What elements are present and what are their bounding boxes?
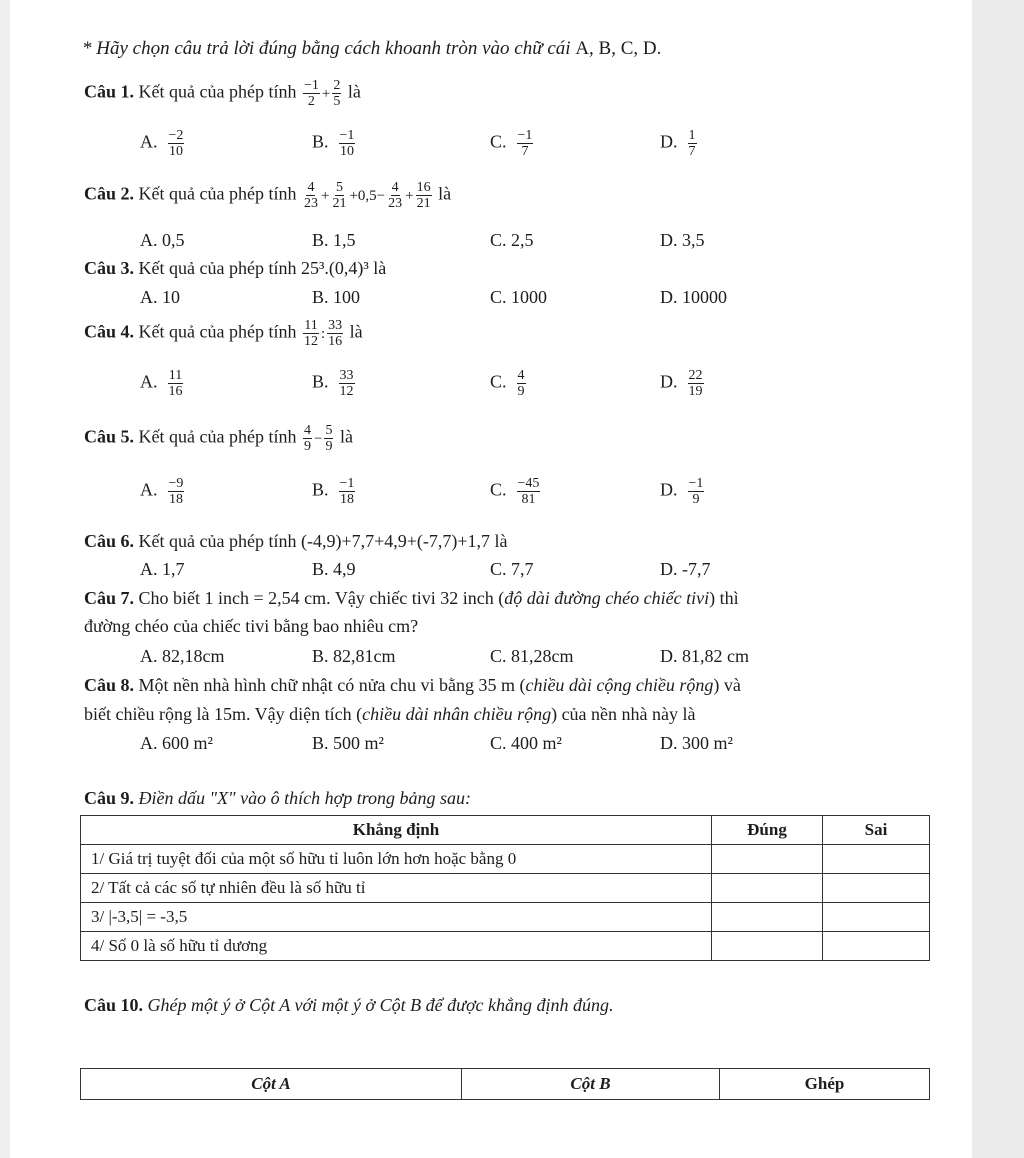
denominator: 2 [307,94,315,109]
answer-option[interactable] [312,368,357,399]
numerator: 22 [688,368,703,383]
denominator: 7 [688,144,696,159]
header-column-a: Cột A [81,1069,462,1100]
answer-option[interactable]: C. 1000 [490,287,548,307]
answer-option[interactable]: B. 500 m² [312,733,384,753]
table-row [81,874,930,903]
denominator: 18 [168,492,183,507]
question-label: Câu 9. [84,788,135,808]
answer-option[interactable]: B. 1,5 [312,230,356,250]
fraction [517,128,534,159]
denominator: 21 [332,196,347,211]
answer-option[interactable]: A. 600 m² [140,733,213,753]
question-label: Câu 3. [84,258,135,278]
question-text: Một nền nhà hình chữ nhật có nửa chu vi bằng 35 m ( [138,675,526,695]
question-2 [84,180,451,211]
question-label: Câu 5. [84,426,135,447]
option-letter: C. [490,131,507,152]
false-cell[interactable] [823,845,930,874]
numerator: 11 [304,318,318,333]
instructions-text: * Hãy chọn câu trả lời đúng bằng cách khoanh tròn vào chữ cái [82,38,571,59]
answer-option[interactable]: C. 81,28cm [490,646,574,666]
question-label: Câu 7. [84,588,135,608]
denominator: 21 [416,196,431,211]
statement-cell: 2/ Tất cả các số tự nhiên đều là số hữu tỉ [81,874,712,903]
answer-option[interactable] [312,128,357,159]
answer-option[interactable]: B. 100 [312,287,361,307]
statement-cell: 3/ |-3,5| = -3,5 [81,903,712,932]
denominator: 19 [688,384,703,399]
denominator: 7 [521,144,529,159]
numerator: 16 [416,180,431,195]
option-letter: B. [312,131,329,152]
answer-option[interactable]: C. 2,5 [490,230,534,250]
question-label: Câu 6. [84,531,135,551]
question-8-line-2 [84,704,696,725]
table-header-row [81,1069,930,1100]
question-note: chiều dài cộng chiều rộng [525,675,714,695]
numerator: −45 [517,476,540,491]
false-cell[interactable] [823,874,930,903]
answer-option[interactable] [660,368,706,399]
fraction [517,368,526,399]
numerator: −1 [517,128,533,143]
math-operator: + [321,85,331,102]
question-label: Câu 4. [84,321,135,342]
question-text: Ghép một ý ở Cột A với một ý ở Cột B để được khẳng định đúng. [147,995,614,1015]
option-letter: D. [660,479,678,500]
option-letter: C. [490,479,507,500]
numerator: 33 [339,368,354,383]
header-true: Đúng [712,816,823,845]
false-cell[interactable] [823,932,930,961]
table-row [81,845,930,874]
question-10 [84,995,614,1016]
question-text: Kết quả của phép tính [138,321,297,342]
answer-option[interactable]: C. 400 m² [490,733,562,753]
question-tail: là [347,81,361,102]
answer-option[interactable]: D. 3,5 [660,230,705,250]
denominator: 16 [168,384,183,399]
option-letter: B. [312,371,329,392]
numerator: 4 [517,368,525,383]
fraction [688,476,705,507]
fraction [339,368,355,399]
denominator: 10 [168,144,183,159]
question-text: Kết quả của phép tính [138,183,297,204]
question-text: Kết quả của phép tính (-4,9)+7,7+4,9+(-7,7)+1,7 là [138,531,508,551]
true-cell[interactable] [712,903,823,932]
answer-option[interactable]: D. 300 m² [660,733,733,753]
math-operator: +0,5− [349,187,386,204]
numerator: 5 [335,180,343,195]
numerator: 5 [325,423,333,438]
fraction [303,423,312,454]
true-cell[interactable] [712,874,823,903]
answer-option[interactable] [140,128,186,159]
true-cell[interactable] [712,932,823,961]
answer-option[interactable]: D. -7,7 [660,559,711,579]
question-7 [84,588,739,609]
question-tail: là [438,183,452,204]
fraction [327,318,343,349]
answer-option[interactable] [490,368,528,399]
answer-option[interactable] [140,476,186,507]
matching-table [80,1068,930,1100]
question-note: độ dài đường chéo chiếc tivi [504,588,710,608]
answer-option[interactable]: A. 1,7 [140,559,185,579]
fraction [688,368,704,399]
option-letter: D. [660,371,678,392]
header-statement: Khẳng định [81,816,712,845]
numerator: −2 [168,128,184,143]
denominator: 12 [339,384,354,399]
question-text-end: ) thì [709,588,739,608]
question-text: Kết quả của phép tính [138,81,297,102]
numerator: 1 [688,128,696,143]
question-8 [84,675,741,696]
math-operator: : [320,325,326,342]
answer-option[interactable]: A. 10 [140,287,180,307]
question-note: chiều dài nhân chiều rộng [362,704,552,724]
question-label: Câu 8. [84,675,135,695]
math-operator: + [405,187,414,204]
denominator: 9 [325,439,333,454]
question-tail: là [349,321,363,342]
fraction [332,78,341,109]
denominator: 23 [303,196,318,211]
question-3 [84,258,386,279]
answer-option[interactable]: B. 82,81cm [312,646,396,666]
answer-option[interactable]: A. 0,5 [140,230,185,250]
denominator: 12 [303,334,318,349]
statement-cell: 4/ Số 0 là số hữu tỉ dương [81,932,712,961]
question-9 [84,788,471,809]
answer-option[interactable]: D. 81,82 cm [660,646,749,666]
question-text-end: ) và [713,675,741,695]
denominator: 9 [303,439,311,454]
answer-option[interactable] [660,476,706,507]
denominator: 16 [328,334,343,349]
fraction [168,476,185,507]
answer-option[interactable]: C. 7,7 [490,559,534,579]
fraction [168,128,185,159]
math-expression [301,318,345,349]
instructions [82,38,661,60]
math-operator: − [313,430,323,447]
question-text: Cho biết 1 inch = 2,54 cm. Vậy chiếc tivi 32 inch ( [138,588,505,608]
fraction [517,476,541,507]
fraction [416,180,432,211]
question-text: biết chiều rộng là 15m. Vậy diện tích ( [84,704,363,724]
question-label: Câu 1. [84,81,135,102]
answer-option[interactable] [490,128,535,159]
header-match: Ghép [720,1069,930,1100]
fraction [387,180,403,211]
option-letter: A. [140,131,158,152]
numerator: −9 [168,476,184,491]
math-operator: + [320,187,330,204]
fraction [339,476,356,507]
option-letter: B. [312,479,329,500]
numerator: −1 [688,476,704,491]
header-false: Sai [823,816,930,845]
fraction [303,318,319,349]
false-cell[interactable] [823,903,930,932]
header-column-b: Cột B [462,1069,720,1100]
page-left-margin [0,0,10,1158]
denominator: 10 [339,144,354,159]
numerator: 11 [168,368,183,383]
fraction [168,368,184,399]
question-text: Điền dấu "X" vào ô thích hợp trong bảng sau: [138,788,472,808]
numerator: 4 [303,423,311,438]
table-header-row [81,816,930,845]
fraction [303,78,320,109]
option-letter: C. [490,371,507,392]
question-text-end: ) của nền nhà này là [551,704,696,724]
true-cell[interactable] [712,845,823,874]
question-label: Câu 10. [84,995,144,1015]
question-6 [84,531,508,552]
question-text: Kết quả của phép tính 25³.(0,4)³ là [138,258,387,278]
table-row [81,903,930,932]
option-letter: A. [140,479,158,500]
option-letter: D. [660,131,678,152]
option-letter: A. [140,371,158,392]
true-false-table [80,815,930,961]
fraction [339,128,356,159]
denominator: 18 [339,492,354,507]
denominator: 9 [692,492,700,507]
fraction [324,423,333,454]
fraction [331,180,347,211]
page-right-margin [972,0,1024,1158]
question-5 [84,423,353,454]
fraction [688,128,697,159]
denominator: 81 [521,492,536,507]
numerator: 33 [328,318,343,333]
question-label: Câu 2. [84,183,135,204]
answer-option[interactable] [660,128,699,159]
fraction [303,180,319,211]
numerator: 4 [391,180,399,195]
question-4 [84,318,363,349]
answer-option[interactable]: A. 82,18cm [140,646,225,666]
question-1 [84,78,361,109]
numerator: −1 [339,128,355,143]
answer-option[interactable] [490,476,542,507]
table-row [81,932,930,961]
answer-option[interactable] [312,476,357,507]
math-expression [301,180,434,211]
answer-option[interactable] [140,368,186,399]
instructions-letters: A, B, C, D. [575,38,662,59]
question-7-line-2: đường chéo của chiếc tivi bằng bao nhiêu cm? [84,616,419,636]
denominator: 9 [517,384,525,399]
denominator: 23 [388,196,403,211]
math-expression [301,78,343,109]
denominator: 5 [333,94,341,109]
answer-option[interactable]: D. 10000 [660,287,727,307]
question-text: Kết quả của phép tính [138,426,297,447]
math-expression [301,423,335,454]
answer-option[interactable]: B. 4,9 [312,559,356,579]
numerator: −1 [339,476,355,491]
question-tail: là [339,426,353,447]
statement-cell: 1/ Giá trị tuyệt đối của một số hữu tỉ luôn lớn hơn hoặc bằng 0 [81,845,712,874]
numerator: 2 [333,78,341,93]
numerator: 4 [307,180,315,195]
numerator: −1 [303,78,319,93]
